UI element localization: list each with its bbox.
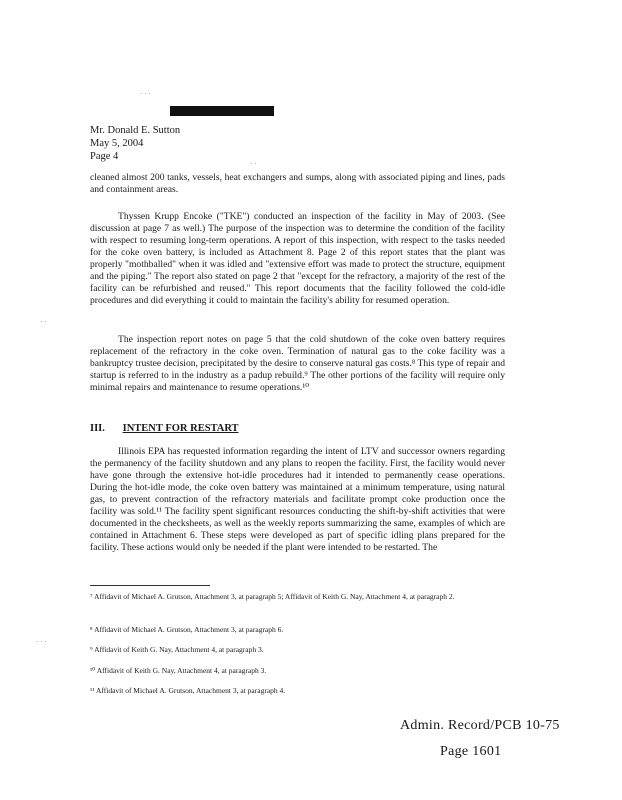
footnote-10: ¹⁰ Affidavit of Keith G. Nay, Attachment 4, at paragraph 3. (90, 666, 267, 675)
section-title: INTENT FOR RESTART (122, 423, 239, 434)
footnote-9: ⁹ Affidavit of Keith G. Nay, Attachment 4, at paragraph 3. (90, 645, 264, 654)
redaction-bar (170, 106, 274, 116)
paragraph-restart: Illinois EPA has requested information regarding the intent of LTV and successor owners regarding the permanency of the facility shutdown and any plans to reopen the facility. First, the facility would never have gone through the extensive hot-idle procedures had it intended to permanently cease operations. During the hot-idle mode, the coke oven battery was maintained at a minimum temperature, using natural gas, to prevent contraction of the refractory materials and facilitate prompt coke production once the facility was sold.¹¹ The facility spent significant resources conducting the shift-by-shift activities that were documented in the checksheets, as well as the weekly reports summarizing the same, examples of which are contained in Attachment 6. These steps were developed as part of specific idling plans prepared for the facility. These actions would only be needed if the plant were intended to be restarted. The (90, 446, 505, 553)
footnote-8: ⁸ Affidavit of Michael A. Grutson, Attachment 3, at paragraph 6. (90, 625, 284, 634)
letter-header (90, 124, 180, 163)
admin-record-stamp: Admin. Record/PCB 10-75 (400, 718, 560, 733)
footnote-divider (90, 585, 210, 586)
footnote-7: ⁷ Affidavit of Michael A. Grutson, Attachment 3, at paragraph 5; Affidavit of Keith G. Nay, Attachment 4, at paragraph 2. (90, 592, 455, 601)
footnote-11: ¹¹ Affidavit of Michael A. Grutson, Attachment 3, at paragraph 4. (90, 686, 286, 695)
record-page-stamp: Page 1601 (440, 744, 502, 759)
section-heading (90, 423, 239, 434)
scan-noise: · · · (36, 638, 47, 646)
letter-date: May 5, 2004 (90, 138, 144, 149)
paragraph-inspection: Thyssen Krupp Encoke ("TKE") conducted an inspection of the facility in May of 2003. (See discussion at page 7 as well.) The purpose of the inspection was to determine the condition of the facility with respect to resuming long-term operations. A report of this inspection, with respect to the tasks needed for the coke oven battery, is included as Attachment 8. Page 2 of this report states that the plant was properly "mothballed" when it was idled and "extensive effort was made to protect the structure, equipment and the piping." The report also stated on page 2 that "except for the refractory, a majority of the rest of the facility can be refurbished and reused." This report documents that the facility followed the cold-idle procedures and did everything it could to maintain the facility's ability for resumed operation. (90, 211, 505, 306)
paragraph-refractory: The inspection report notes on page 5 that the cold shutdown of the coke oven battery requires replacement of the refractory in the coke oven. Termination of natural gas to the coke facility was a bankruptcy trustee decision, precipitated by the desire to conserve natural gas costs.⁸ This type of repair and startup is referred to in the industry as a padup rebuild.⁹ The other portions of the facility will require only minimal repairs and maintenance to resume operations.¹⁰ (90, 334, 505, 393)
letter-page-number: Page 4 (90, 151, 119, 162)
scan-noise: · · (40, 318, 47, 326)
paragraph-continuation: cleaned almost 200 tanks, vessels, heat exchangers and sumps, along with associated piping and lines, pads and containment areas. (90, 172, 505, 195)
scan-noise: · · (250, 160, 257, 168)
section-number: III. (90, 423, 105, 434)
scan-noise: · · · (140, 90, 151, 98)
recipient-name: Mr. Donald E. Sutton (90, 125, 181, 136)
